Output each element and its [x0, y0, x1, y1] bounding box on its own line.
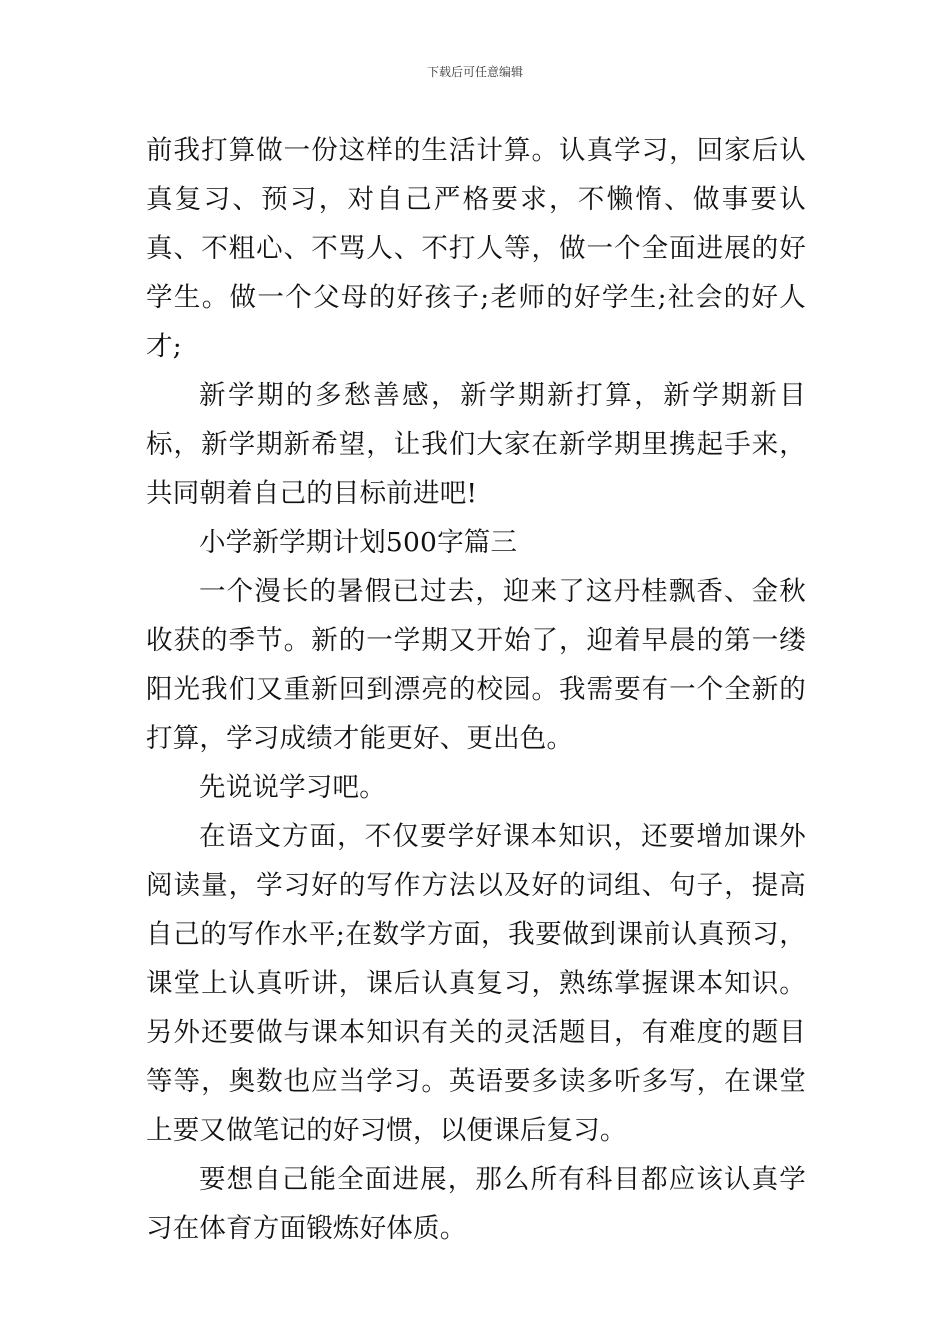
paragraph-2: 新学期的多愁善感，新学期新打算，新学期新目标，新学期新希望，让我们大家在新学期里携起手来，共同朝着自己的目标前进吧!: [146, 380, 806, 509]
paragraph-6: 要想自己能全面进展，那么所有科目都应该认真学习在体育方面锻炼好体质。: [146, 1164, 806, 1244]
paragraph-1: 前我打算做一份这样的生活计算。认真学习，回家后认真复习、预习，对自己严格要求，不懒惰、做事要认真、不粗心、不骂人、不打人等，做一个全面进展的好学生。做一个父母的好孩子;老师的好学生;社会的好人才;: [146, 135, 806, 362]
paragraph-4: 先说说学习吧。: [199, 772, 386, 803]
paragraph-3: 一个漫长的暑假已过去，迎来了这丹桂飘香、金秋收获的季节。新的一学期又开始了，迎着早晨的第一缕阳光我们又重新回到漂亮的校园。我需要有一个全新的打算，学习成绩才能更好、更出色。: [146, 576, 806, 754]
section-heading: 小学新学期计划500字篇三: [199, 527, 518, 558]
page-header: 下载后可任意编辑: [426, 65, 523, 79]
document-body: [146, 126, 806, 1253]
paragraph-5: 在语文方面，不仅要学好课本知识，还要增加课外阅读量，学习好的写作方法以及好的词组、句子，提高自己的写作水平;在数学方面，我要做到课前认真预习，课堂上认真听讲，课后认真复习，熟练掌握课本知识。另外还要做与课本知识有关的灵活题目，有难度的题目等等，奥数也应当学习。英语要多读多听多写，在课堂上要又做笔记的好习惯，以便课后复习。: [146, 821, 806, 1146]
